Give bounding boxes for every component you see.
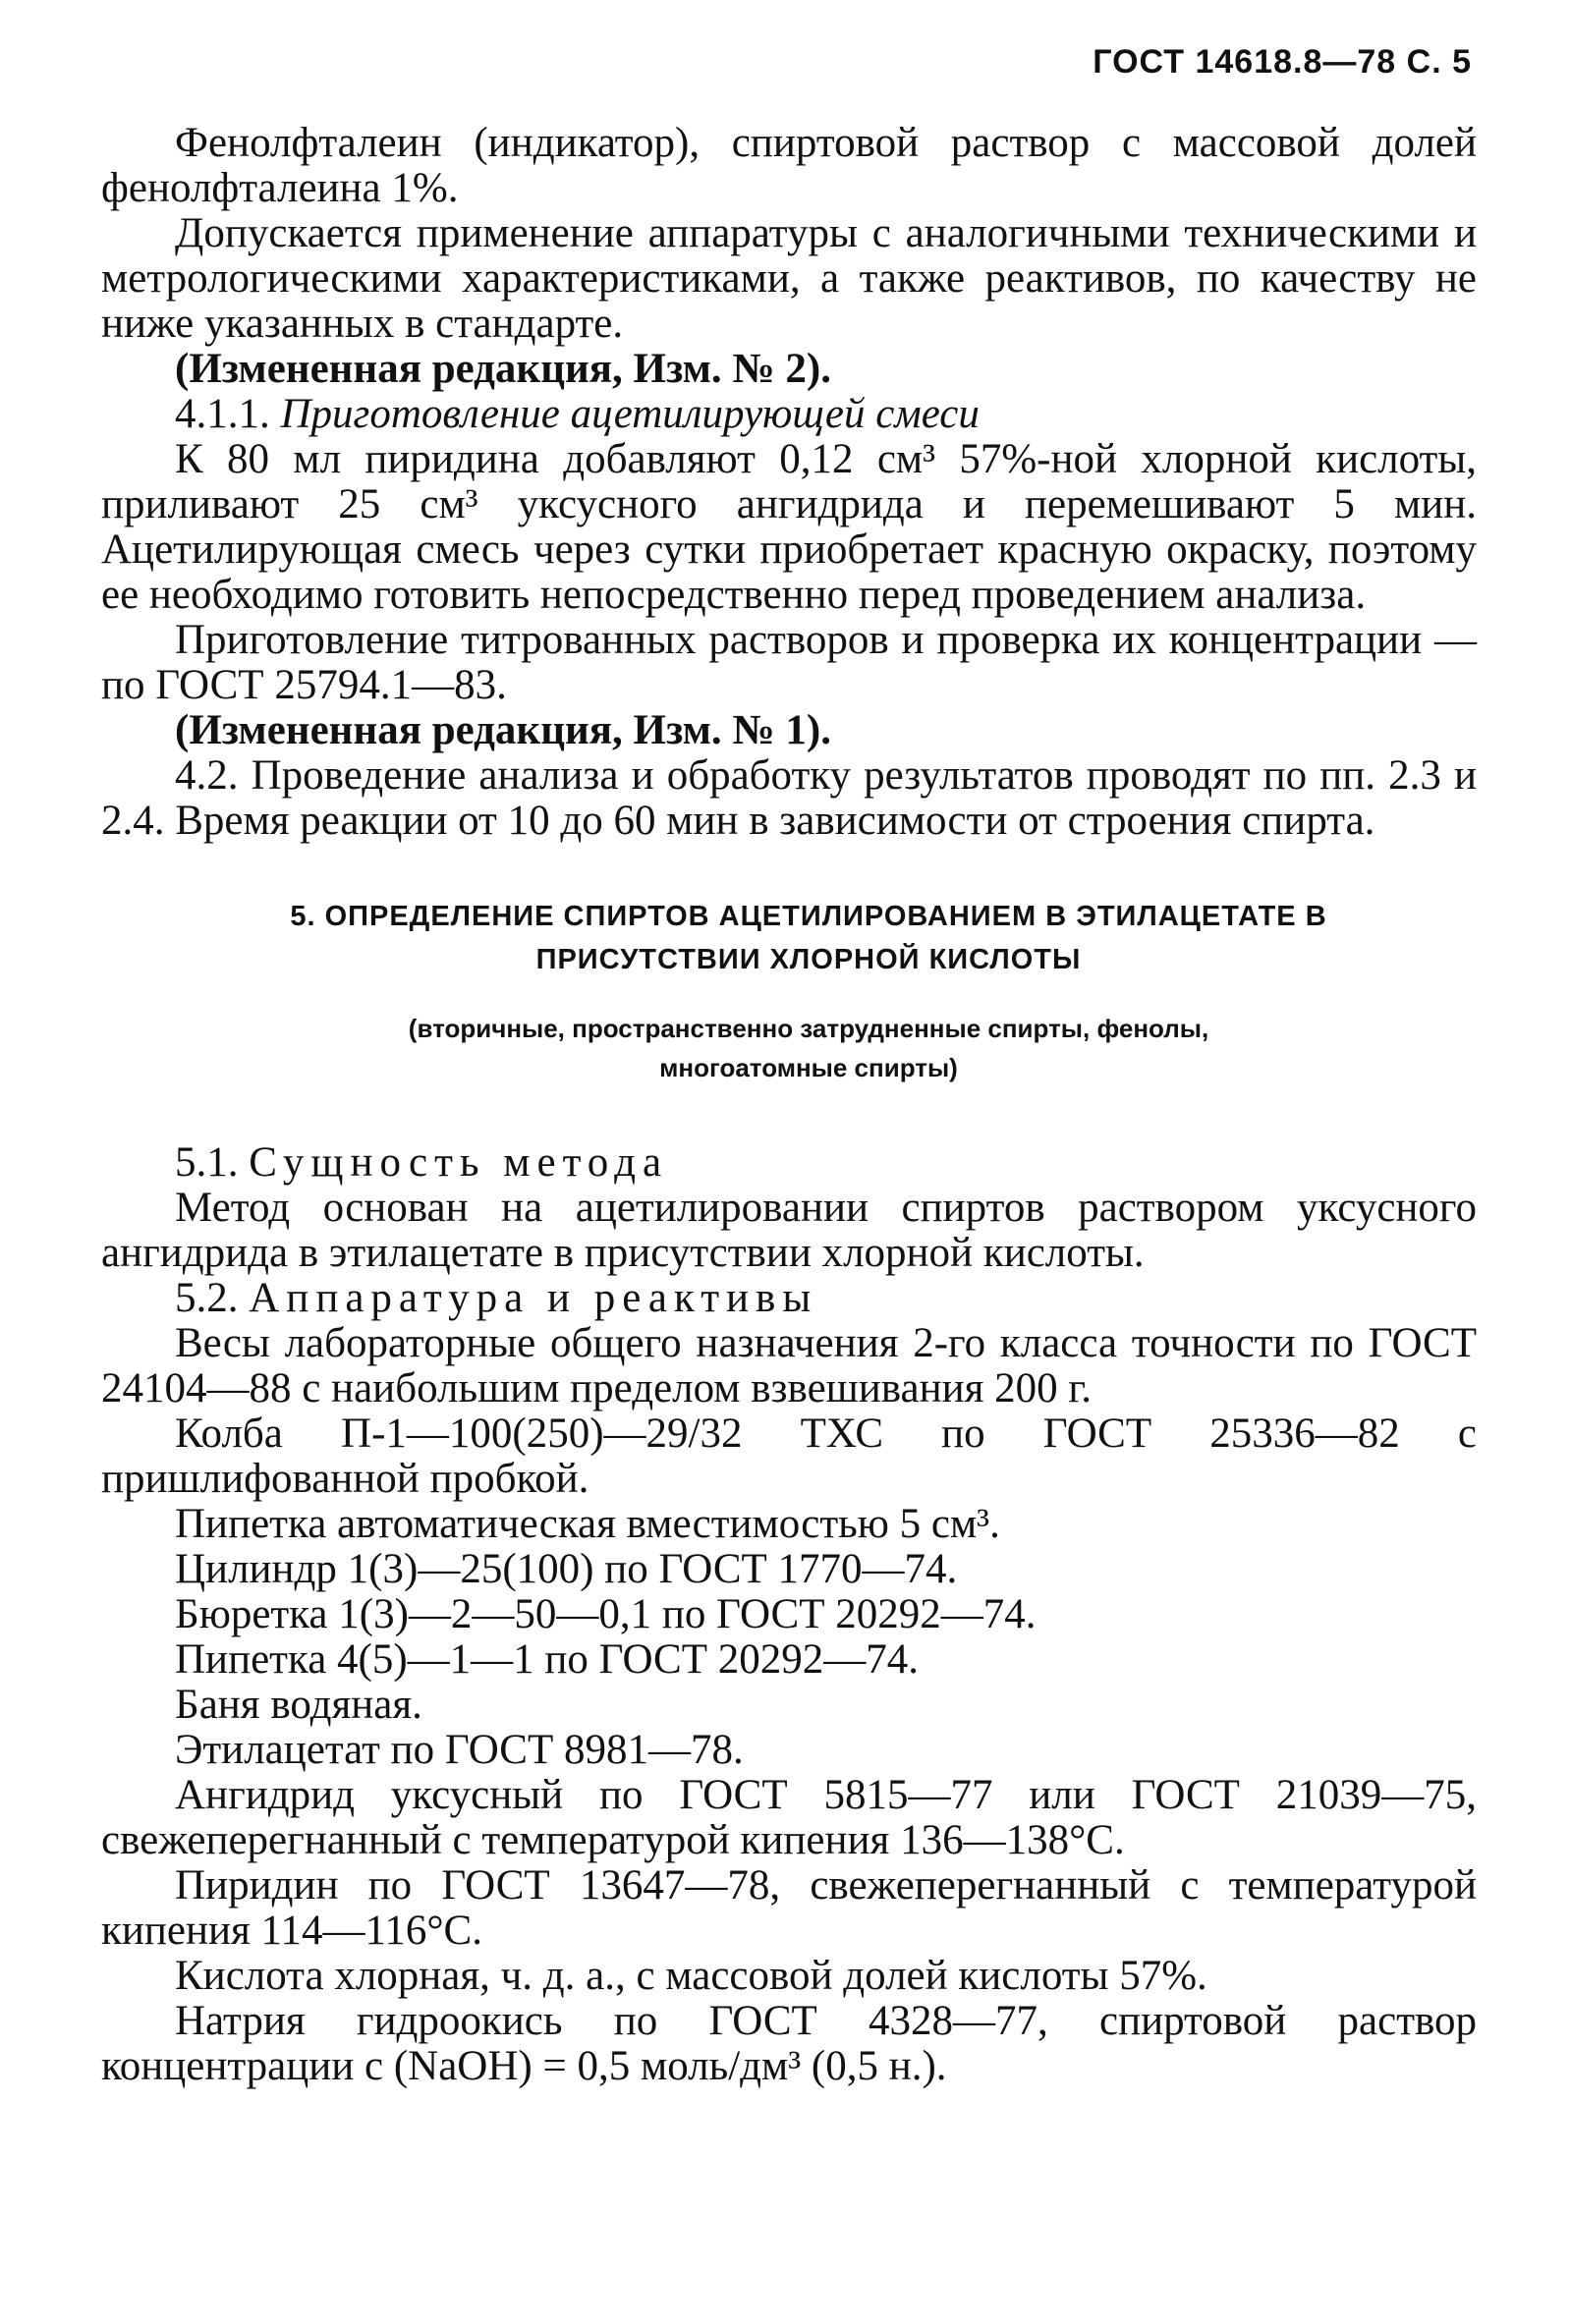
paragraph xyxy=(101,392,1477,437)
document-body xyxy=(101,121,1477,2089)
paragraph-number: 5.1. xyxy=(175,1139,239,1186)
paragraph: Натрия гидроокись по ГОСТ 4328—77, спиртовой раствор концентрации с (NaOH) = 0,5 моль/дм³ (0,5 н.). xyxy=(101,1998,1477,2089)
paragraph: Цилиндр 1(3)—25(100) по ГОСТ 1770—74. xyxy=(175,1546,958,1592)
section-title-line-2: ПРИСУТСТВИИ ХЛОРНОЙ КИСЛОТЫ xyxy=(535,944,1082,975)
section-title xyxy=(101,895,1477,981)
paragraph: Весы лабораторные общего назначения 2-го класса точности по ГОСТ 24104—88 с наибольшим пределом взвешивания 200 г. xyxy=(101,1320,1477,1411)
section-title-line-1: 5. ОПРЕДЕЛЕНИЕ СПИРТОВ АЦЕТИЛИРОВАНИЕМ В ЭТИЛАЦЕТАТЕ В xyxy=(290,901,1327,932)
section-subtitle-line-2: многоатомные спирты) xyxy=(659,1053,958,1082)
section-subtitle-line-1: (вторичные, пространственно затрудненные спирты, фенолы, xyxy=(408,1014,1209,1043)
paragraph: Метод основан на ацетилировании спиртов раствором уксусного ангидрида в этилацетате в присутствии хлорной кислоты. xyxy=(101,1185,1477,1276)
paragraph: Баня водяная. xyxy=(175,1682,422,1728)
paragraph: Пиридин по ГОСТ 13647—78, свежеперегнанный с температурой кипения 114—116°С. xyxy=(101,1862,1477,1954)
paragraph: Пипетка автоматическая вместимостью 5 см³. xyxy=(175,1501,1000,1547)
subsection-title: Сущность метода xyxy=(249,1139,669,1186)
paragraph: (Измененная редакция, Изм. № 1). xyxy=(175,707,831,753)
paragraph xyxy=(101,1276,1477,1321)
paragraph-italic-title: Приготовление ацетилирующей смеси xyxy=(280,391,980,437)
paragraph: (Измененная редакция, Изм. № 2). xyxy=(175,346,831,392)
paragraph: Ангидрид уксусный по ГОСТ 5815—77 или ГОСТ 21039—75, свежеперегнанный с температурой кипения 136—138°С. xyxy=(101,1772,1477,1863)
paragraph: 4.2. Проведение анализа и обработку результатов проводят по пп. 2.3 и 2.4. Время реакции от 10 до 60 мин в зависимости от строения спирта. xyxy=(101,752,1477,844)
subsection-title: Аппаратура и реактивы xyxy=(249,1275,818,1321)
paragraph: Фенолфталеин (индикатор), спиртовой раствор с массовой долей фенолфталеина 1%. xyxy=(101,120,1477,211)
paragraph: Допускается применение аппаратуры с аналогичными техническими и метрологическими характеристиками, а также реактивов, по качеству не ниже указанных в стандарте. xyxy=(101,210,1477,347)
paragraph: Кислота хлорная, ч. д. а., с массовой долей кислоты 57%. xyxy=(175,1953,1207,1999)
paragraph xyxy=(101,1140,1477,1186)
paragraphs-bottom xyxy=(101,1140,1477,2089)
paragraphs-top xyxy=(101,121,1477,844)
paragraph: Этилацетат по ГОСТ 8981—78. xyxy=(175,1727,744,1773)
paragraph: Бюретка 1(3)—2—50—0,1 по ГОСТ 20292—74. xyxy=(175,1591,1037,1637)
page-header: ГОСТ 14618.8—78 С. 5 xyxy=(1093,43,1472,81)
paragraph: К 80 мл пиридина добавляют 0,12 см³ 57%-ной хлорной кислоты, приливают 25 см³ уксусного ангидрида и перемешивают 5 мин. Ацетилирующая смесь через сутки приобретает красную окраску, поэтому ее необходимо готовить непосредственно перед проведением анализа. xyxy=(101,436,1477,618)
paragraph-number: 5.2. xyxy=(175,1275,239,1321)
paragraph: Колба П-1—100(250)—29/32 ТХС по ГОСТ 25336—82 с пришлифованной пробкой. xyxy=(101,1411,1477,1502)
paragraph: Приготовление титрованных растворов и проверка их концентрации — по ГОСТ 25794.1—83. xyxy=(101,617,1477,708)
paragraph: Пипетка 4(5)—1—1 по ГОСТ 20292—74. xyxy=(175,1636,919,1683)
paragraph-number: 4.1.1. xyxy=(175,391,270,437)
section-subtitle xyxy=(101,1009,1477,1087)
